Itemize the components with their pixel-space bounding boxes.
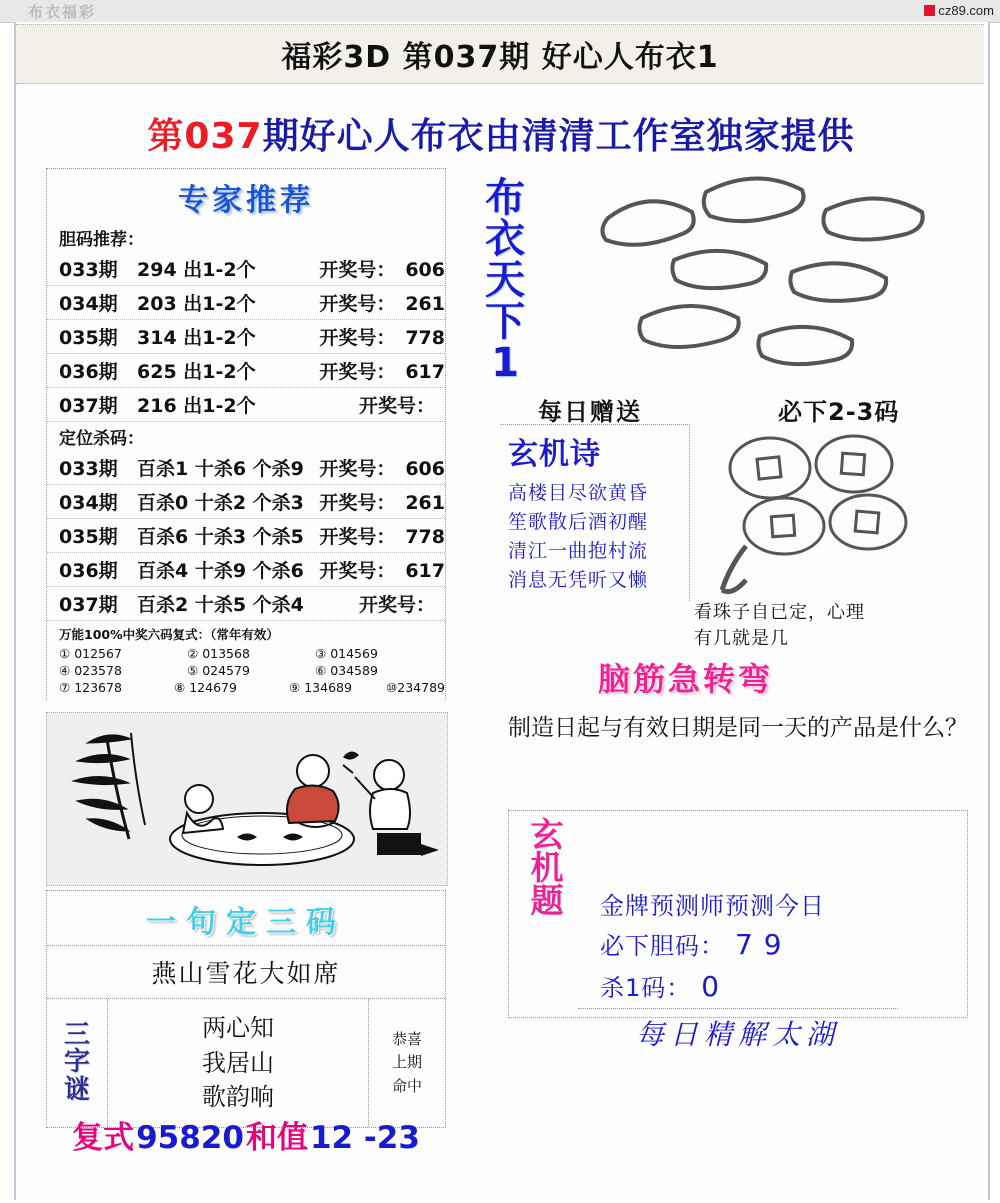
row-issue: 033期 [59, 259, 118, 281]
combo-index: ④ [59, 663, 71, 678]
combo-number: 124679 [189, 680, 237, 695]
row-draw-label: 开奖号： [319, 458, 396, 480]
row-draw-number: 261 [405, 492, 445, 514]
coins-sketch-svg [692, 424, 962, 604]
combo-index: ③ [315, 646, 327, 661]
row-value: 314 出1-2个 [137, 327, 256, 349]
page-title: 福彩3D 第037期 好心人布衣1 [281, 40, 719, 75]
row-draw-label: 开奖号： [319, 526, 396, 548]
row-value: 百杀6 十杀3 个杀5 [137, 526, 304, 548]
predictor-line: 金牌预测师预测今日 [600, 892, 825, 920]
row-issue: 034期 [59, 293, 118, 315]
riddle-section [47, 999, 445, 1127]
brain-teaser-title: 脑筋急转弯 [598, 660, 774, 698]
xuanji-question-label [518, 815, 576, 920]
row-issue: 035期 [59, 327, 118, 349]
xuanji-poem-line: 清江一曲抱村流 [508, 539, 649, 562]
kill-one-code-label: 杀1码： [600, 974, 692, 1002]
riddle-line: 我居山 [202, 1048, 274, 1077]
must-bet-danma-row [600, 926, 783, 961]
danma-section-label: 胆码推荐： [59, 230, 144, 250]
headline-rest: 期好心人布衣由清清工作室独家提供 [262, 116, 855, 157]
combo-grid [59, 645, 445, 696]
table-row [47, 485, 445, 519]
buyi-char-2: 衣 [485, 216, 525, 263]
table-row [47, 553, 445, 587]
combo-item [187, 663, 297, 678]
table-row [47, 388, 445, 422]
sketch-figure-top [556, 168, 968, 398]
dingwei-section-label: 定位杀码： [59, 429, 144, 449]
riddle-line: 两心知 [202, 1013, 274, 1042]
coin-note [694, 600, 865, 652]
table-row [47, 587, 445, 621]
table-row [47, 519, 445, 553]
combo-item [59, 680, 156, 695]
row-value: 203 出1-2个 [137, 293, 256, 315]
row-draw-label: 开奖号： [319, 293, 396, 315]
riddle-lines [108, 999, 368, 1127]
buyi-char-4: 下 [485, 298, 525, 345]
daily-gift-label: 每日赠送 [538, 398, 642, 426]
combo-row [59, 662, 445, 679]
row-issue: 036期 [59, 361, 118, 383]
coins-sketch [692, 424, 962, 604]
row-value: 216 出1-2个 [137, 395, 256, 417]
buyi-char-5: 1 [491, 339, 519, 386]
headline [36, 108, 966, 159]
must-bet-danma-label: 必下胆码： [600, 932, 725, 960]
congrats-line: 恭喜 [391, 1030, 422, 1049]
row-draw-number: 617 [405, 361, 445, 383]
combo-item [174, 680, 271, 695]
combo-item [386, 680, 445, 695]
combo-number: 012567 [74, 646, 122, 661]
row-draw-label: 开奖号： [319, 560, 396, 582]
combo-index: ⑨ [289, 680, 301, 695]
combo-row [59, 645, 445, 662]
riddle-label-char-3: 谜 [63, 1074, 90, 1105]
one-sentence-poem: 燕山雪花大如席 [47, 946, 445, 999]
row-draw-label: 开奖号： [319, 259, 396, 281]
combo-number: 134689 [304, 680, 352, 695]
sum-range: 12 -23 [309, 1120, 420, 1156]
combo-index: ⑧ [174, 680, 186, 695]
riddle-label [47, 999, 108, 1127]
xuanji-label-char-1: 玄 [530, 815, 564, 854]
headline-issue: 第037 [147, 116, 263, 157]
combo-number: 014569 [330, 646, 378, 661]
combo-index: ⑤ [187, 663, 199, 678]
combo-index: ⑩ [386, 680, 398, 695]
page-title-band [16, 24, 984, 84]
combo-item [315, 646, 425, 661]
site-brand [924, 2, 994, 18]
daily-analysis-footer: 每日精解太湖 [578, 1008, 898, 1053]
xuanji-poem-panel [500, 424, 690, 601]
fushi-label: 复式 [72, 1120, 135, 1156]
table-row [47, 354, 445, 388]
row-draw-label: 开奖号： [319, 361, 396, 383]
sketch-top-svg [556, 168, 968, 398]
row-draw-number: 261 [405, 293, 445, 315]
combo-title: 万能100%中奖六码复式：（常年有效） [59, 627, 279, 642]
combo-row [59, 679, 445, 696]
combo-index: ① [59, 646, 71, 661]
buyi-char-1: 布 [485, 175, 525, 221]
one-sentence-title: 一句定三码 [47, 891, 445, 946]
xuanji-label-char-3: 题 [530, 881, 564, 920]
top-bar-left-text: 布衣福彩 [28, 3, 97, 21]
expert-panel-title: 专家推荐 [178, 183, 314, 218]
table-row [47, 286, 445, 320]
illustration-svg [47, 713, 447, 885]
row-value: 294 出1-2个 [137, 259, 256, 281]
expert-recommendation-panel [46, 168, 446, 700]
sum-label: 和值 [245, 1120, 308, 1156]
row-value: 百杀1 十杀6 个杀9 [137, 458, 304, 480]
one-sentence-three-codes-panel [46, 890, 446, 1128]
xuanji-poem-line: 笙歌散后酒初醒 [508, 510, 649, 533]
must-bet-label: 必下2-3码 [778, 398, 900, 426]
combo-item [59, 663, 169, 678]
row-draw-number: 778 [405, 526, 445, 548]
riddle-line: 歌韵响 [202, 1083, 274, 1112]
brand-square-icon [924, 5, 935, 16]
row-draw-number: 606 [405, 458, 445, 480]
xuanji-poem-line: 消息无凭听又懒 [508, 568, 649, 591]
combo-number: 023578 [74, 663, 122, 678]
xuanji-poem-line: 高楼目尽欲黄昏 [508, 482, 649, 504]
brain-teaser-question: 制造日起与有效日期是同一天的产品是什么？ [508, 715, 968, 741]
top-bar [0, 0, 1000, 23]
row-draw-label: 开奖号： [358, 594, 435, 616]
congrats-note [368, 999, 445, 1127]
combo-item [187, 646, 297, 661]
row-value: 百杀0 十杀2 个杀3 [137, 492, 304, 514]
kill-one-code-value: 0 [701, 970, 721, 1003]
row-draw-label: 开奖号： [358, 395, 435, 417]
row-issue: 036期 [59, 560, 118, 582]
coin-note-line: 看珠子自已定，心理 [694, 602, 865, 623]
combo-number: 024579 [202, 663, 250, 678]
combo-number: 123678 [74, 680, 122, 695]
combo-item [315, 663, 425, 678]
row-issue: 034期 [59, 492, 118, 514]
row-value: 625 出1-2个 [137, 361, 256, 383]
row-value: 百杀4 十杀9 个杀6 [137, 560, 304, 582]
row-draw-number: 778 [405, 327, 445, 349]
must-bet-danma-value: 7 9 [735, 928, 783, 961]
row-issue: 035期 [59, 526, 118, 548]
row-value: 百杀2 十杀5 个杀4 [137, 594, 304, 616]
row-issue: 033期 [59, 458, 118, 480]
table-row [47, 252, 445, 286]
row-draw-number: 606 [405, 259, 445, 281]
congrats-line: 命中 [391, 1076, 422, 1095]
row-issue: 037期 [59, 395, 118, 417]
combo-number: 013568 [202, 646, 250, 661]
congrats-line: 上期 [391, 1053, 422, 1072]
combo-index: ② [187, 646, 199, 661]
buyi-char-3: 天 [485, 257, 525, 304]
xuanji-poem-title: 玄机诗 [508, 437, 601, 472]
row-draw-label: 开奖号： [319, 327, 396, 349]
table-row [47, 451, 445, 485]
fushi-number: 95820 [136, 1120, 244, 1156]
row-issue: 037期 [59, 594, 118, 616]
combo-item [289, 680, 386, 695]
riddle-label-char-1: 三 [63, 1020, 90, 1051]
combo-number: 034589 [330, 663, 378, 678]
combo-index: ⑥ [315, 663, 327, 678]
row-draw-label: 开奖号： [319, 492, 396, 514]
combo-item [59, 646, 169, 661]
row-draw-number: 617 [405, 560, 445, 582]
coin-note-line: 有几就是几 [694, 628, 789, 650]
combo-index: ⑦ [59, 680, 71, 695]
xuanji-label-char-2: 机 [530, 848, 564, 887]
combo-number: 234789 [397, 680, 445, 695]
buyi-vertical-title [470, 175, 540, 386]
fushi-summary [46, 1112, 446, 1157]
riddle-label-char-2: 字 [63, 1047, 90, 1078]
kill-one-code-row [600, 968, 720, 1003]
brand-label: cz89.com [938, 2, 994, 18]
table-row [47, 320, 445, 354]
illustration-children-painting [46, 712, 448, 886]
